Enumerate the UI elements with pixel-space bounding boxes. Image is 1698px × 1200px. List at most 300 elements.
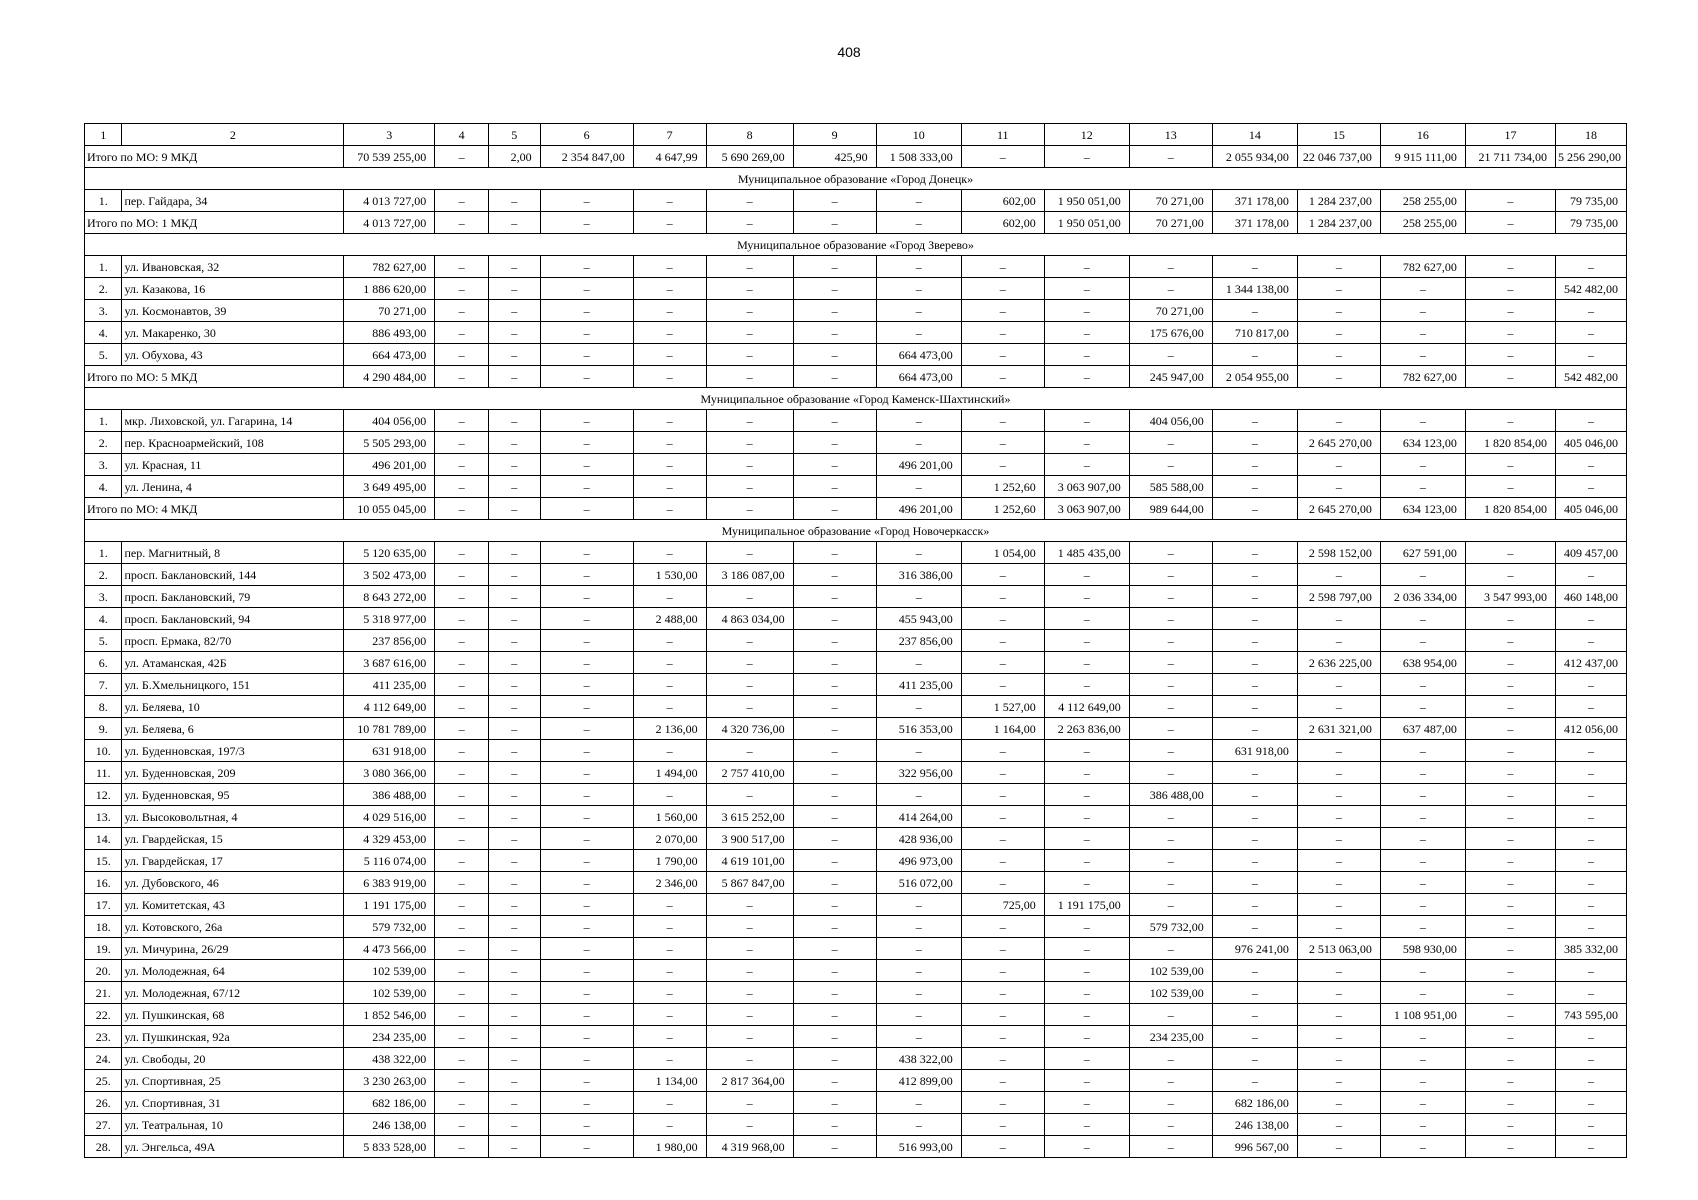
value-cell: –	[706, 498, 793, 520]
value-cell: –	[1380, 410, 1465, 432]
value-cell: –	[633, 322, 706, 344]
table-row	[85, 1004, 1627, 1026]
value-cell: –	[1044, 850, 1129, 872]
value-cell: –	[435, 784, 489, 806]
value-cell: –	[1297, 1070, 1380, 1092]
value-cell: 3 649 495,00	[344, 476, 435, 498]
row-number: 2.	[85, 564, 122, 586]
value-cell: –	[706, 476, 793, 498]
value-cell: –	[706, 960, 793, 982]
value-cell: –	[488, 872, 540, 894]
section-title: Муниципальное образование «Город Зверево»	[85, 234, 1627, 256]
table-row	[85, 938, 1627, 960]
value-cell: –	[488, 1048, 540, 1070]
value-cell: –	[1212, 806, 1297, 828]
table-row	[85, 762, 1627, 784]
value-cell: –	[706, 1114, 793, 1136]
value-cell: 10 781 789,00	[344, 718, 435, 740]
column-header: 16	[1380, 124, 1465, 146]
value-cell: –	[488, 542, 540, 564]
value-cell: –	[1380, 740, 1465, 762]
table-row	[85, 916, 1627, 938]
value-cell: –	[1297, 740, 1380, 762]
table-row	[85, 828, 1627, 850]
value-cell: –	[1465, 652, 1555, 674]
value-cell: –	[540, 432, 633, 454]
value-cell: 1 164,00	[961, 718, 1044, 740]
value-cell: –	[793, 278, 876, 300]
value-cell: –	[1556, 696, 1627, 718]
value-cell: –	[540, 322, 633, 344]
value-cell: –	[1380, 1114, 1465, 1136]
value-cell: –	[633, 212, 706, 234]
value-cell: 102 539,00	[344, 960, 435, 982]
address-cell: ул. Гвардейская, 17	[122, 850, 344, 872]
value-cell: 70 271,00	[1129, 300, 1212, 322]
value-cell: –	[1044, 454, 1129, 476]
value-cell: –	[793, 960, 876, 982]
value-cell: –	[1044, 586, 1129, 608]
value-cell: 5 867 847,00	[706, 872, 793, 894]
value-cell: –	[1297, 476, 1380, 498]
value-cell: –	[1129, 696, 1212, 718]
table-row	[85, 674, 1627, 696]
value-cell: –	[1044, 278, 1129, 300]
value-cell: –	[706, 916, 793, 938]
table-row	[85, 608, 1627, 630]
value-cell: 3 900 517,00	[706, 828, 793, 850]
value-cell: 9 915 111,00	[1380, 146, 1465, 168]
value-cell: –	[1556, 740, 1627, 762]
value-cell: –	[1465, 476, 1555, 498]
row-number: 8.	[85, 696, 122, 718]
row-number: 1.	[85, 410, 122, 432]
value-cell: 4 329 453,00	[344, 828, 435, 850]
address-cell: пер. Красноармейский, 108	[122, 432, 344, 454]
value-cell: –	[540, 586, 633, 608]
value-cell: –	[435, 366, 489, 388]
table-row	[85, 542, 1627, 564]
row-number: 14.	[85, 828, 122, 850]
value-cell: –	[488, 344, 540, 366]
address-cell: просп. Баклановский, 94	[122, 608, 344, 630]
value-cell: –	[793, 938, 876, 960]
value-cell: –	[633, 916, 706, 938]
value-cell: –	[876, 652, 961, 674]
value-cell: –	[1297, 762, 1380, 784]
value-cell: –	[435, 498, 489, 520]
value-cell: –	[540, 454, 633, 476]
value-cell: –	[540, 740, 633, 762]
value-cell: 989 644,00	[1129, 498, 1212, 520]
value-cell: –	[1380, 278, 1465, 300]
value-cell: –	[706, 630, 793, 652]
value-cell: 516 072,00	[876, 872, 961, 894]
value-cell: –	[1129, 1048, 1212, 1070]
value-cell: –	[1129, 828, 1212, 850]
value-cell: –	[793, 498, 876, 520]
value-cell: –	[1465, 806, 1555, 828]
value-cell: –	[488, 366, 540, 388]
value-cell: 996 567,00	[1212, 1136, 1297, 1158]
value-cell: –	[1297, 1004, 1380, 1026]
row-number: 5.	[85, 344, 122, 366]
value-cell: –	[1044, 146, 1129, 168]
value-cell: –	[633, 410, 706, 432]
value-cell: –	[1380, 608, 1465, 630]
value-cell: –	[1556, 300, 1627, 322]
value-cell: 782 627,00	[344, 256, 435, 278]
value-cell: 637 487,00	[1380, 718, 1465, 740]
row-number: 2.	[85, 278, 122, 300]
value-cell: –	[961, 850, 1044, 872]
value-cell: 725,00	[961, 894, 1044, 916]
value-cell: 1 950 051,00	[1044, 212, 1129, 234]
value-cell: –	[1556, 806, 1627, 828]
section-header-row	[85, 520, 1627, 542]
value-cell: –	[1129, 1004, 1212, 1026]
value-cell: –	[706, 740, 793, 762]
header-row	[85, 124, 1627, 146]
value-cell: 1 284 237,00	[1297, 212, 1380, 234]
row-number: 16.	[85, 872, 122, 894]
column-header: 3	[344, 124, 435, 146]
value-cell: –	[793, 1114, 876, 1136]
value-cell: –	[961, 1048, 1044, 1070]
value-cell: 371 178,00	[1212, 212, 1297, 234]
value-cell: –	[876, 740, 961, 762]
value-cell: –	[706, 344, 793, 366]
value-cell: –	[435, 630, 489, 652]
value-cell: –	[1556, 256, 1627, 278]
value-cell: –	[1212, 586, 1297, 608]
value-cell: 585 588,00	[1129, 476, 1212, 498]
value-cell: 743 595,00	[1556, 1004, 1627, 1026]
value-cell: –	[1212, 850, 1297, 872]
value-cell: –	[961, 674, 1044, 696]
value-cell: –	[793, 718, 876, 740]
value-cell: –	[793, 828, 876, 850]
value-cell: –	[435, 542, 489, 564]
value-cell: –	[961, 1114, 1044, 1136]
value-cell: –	[1380, 828, 1465, 850]
value-cell: –	[540, 256, 633, 278]
value-cell: –	[435, 674, 489, 696]
address-cell: ул. Б.Хмельницкого, 151	[122, 674, 344, 696]
value-cell: –	[1044, 1114, 1129, 1136]
value-cell: –	[540, 366, 633, 388]
value-cell: –	[540, 476, 633, 498]
value-cell: –	[1556, 982, 1627, 1004]
value-cell: –	[1297, 344, 1380, 366]
value-cell: –	[1465, 828, 1555, 850]
value-cell: –	[633, 1004, 706, 1026]
value-cell: 602,00	[961, 212, 1044, 234]
value-cell: –	[540, 652, 633, 674]
row-number: 1.	[85, 190, 122, 212]
value-cell: –	[706, 1092, 793, 1114]
value-cell: –	[706, 982, 793, 1004]
value-cell: –	[1297, 960, 1380, 982]
row-number: 27.	[85, 1114, 122, 1136]
table-row	[85, 432, 1627, 454]
value-cell: –	[1380, 674, 1465, 696]
value-cell: –	[1129, 1070, 1212, 1092]
value-cell: –	[435, 894, 489, 916]
value-cell: –	[488, 278, 540, 300]
value-cell: 405 046,00	[1556, 498, 1627, 520]
value-cell: –	[1465, 300, 1555, 322]
value-cell: 411 235,00	[876, 674, 961, 696]
value-cell: –	[435, 850, 489, 872]
section-header-row	[85, 234, 1627, 256]
section-title: Муниципальное образование «Город Новочеркасск»	[85, 520, 1627, 542]
value-cell: –	[793, 212, 876, 234]
value-cell: 710 817,00	[1212, 322, 1297, 344]
value-cell: –	[1380, 872, 1465, 894]
value-cell: –	[1129, 542, 1212, 564]
value-cell: –	[1212, 916, 1297, 938]
value-cell: –	[633, 278, 706, 300]
value-cell: –	[1044, 1026, 1129, 1048]
value-cell: 4 619 101,00	[706, 850, 793, 872]
row-number: 10.	[85, 740, 122, 762]
value-cell: 245 947,00	[1129, 366, 1212, 388]
value-cell: –	[540, 344, 633, 366]
value-cell: –	[1044, 960, 1129, 982]
value-cell: –	[706, 454, 793, 476]
value-cell: –	[488, 608, 540, 630]
value-cell: –	[961, 300, 1044, 322]
value-cell: 516 993,00	[876, 1136, 961, 1158]
value-cell: –	[1044, 300, 1129, 322]
value-cell: –	[488, 586, 540, 608]
row-number: 9.	[85, 718, 122, 740]
table-row	[85, 1092, 1627, 1114]
value-cell: –	[1465, 740, 1555, 762]
value-cell: –	[488, 498, 540, 520]
value-cell: –	[1297, 410, 1380, 432]
value-cell: 4 647,99	[633, 146, 706, 168]
value-cell: –	[1129, 652, 1212, 674]
value-cell: –	[793, 740, 876, 762]
value-cell: 5 505 293,00	[344, 432, 435, 454]
value-cell: –	[961, 410, 1044, 432]
address-cell: ул. Комитетская, 43	[122, 894, 344, 916]
table-row	[85, 564, 1627, 586]
value-cell: –	[706, 652, 793, 674]
value-cell: –	[1044, 762, 1129, 784]
value-cell: 3 615 252,00	[706, 806, 793, 828]
value-cell: –	[876, 586, 961, 608]
value-cell: 516 353,00	[876, 718, 961, 740]
value-cell: –	[1297, 1026, 1380, 1048]
value-cell: –	[1465, 938, 1555, 960]
value-cell: –	[435, 608, 489, 630]
value-cell: –	[1129, 894, 1212, 916]
value-cell: –	[793, 410, 876, 432]
value-cell: –	[961, 366, 1044, 388]
total-row	[85, 146, 1627, 168]
value-cell: –	[1465, 190, 1555, 212]
value-cell: –	[793, 850, 876, 872]
value-cell: –	[1556, 828, 1627, 850]
value-cell: –	[1297, 630, 1380, 652]
table-row	[85, 476, 1627, 498]
value-cell: –	[793, 256, 876, 278]
value-cell: –	[876, 300, 961, 322]
value-cell: –	[540, 916, 633, 938]
value-cell: –	[633, 432, 706, 454]
value-cell: –	[488, 476, 540, 498]
value-cell: –	[1129, 806, 1212, 828]
row-number: 24.	[85, 1048, 122, 1070]
value-cell: 2 054 955,00	[1212, 366, 1297, 388]
value-cell: –	[876, 1092, 961, 1114]
value-cell: –	[1465, 916, 1555, 938]
value-cell: –	[1044, 256, 1129, 278]
value-cell: –	[1556, 784, 1627, 806]
row-number: 21.	[85, 982, 122, 1004]
value-cell: –	[1129, 938, 1212, 960]
table-row	[85, 454, 1627, 476]
value-cell: –	[435, 960, 489, 982]
value-cell: –	[633, 454, 706, 476]
value-cell: –	[793, 542, 876, 564]
value-cell: 4 029 516,00	[344, 806, 435, 828]
value-cell: 2 598 797,00	[1297, 586, 1380, 608]
address-cell: ул. Мичурина, 26/29	[122, 938, 344, 960]
value-cell: –	[961, 146, 1044, 168]
value-cell: –	[540, 674, 633, 696]
row-number: 1.	[85, 542, 122, 564]
value-cell: –	[1129, 454, 1212, 476]
value-cell: –	[1212, 718, 1297, 740]
value-cell: 2 645 270,00	[1297, 432, 1380, 454]
value-cell: 2 598 152,00	[1297, 542, 1380, 564]
value-cell: –	[540, 1114, 633, 1136]
value-cell: –	[1212, 1026, 1297, 1048]
column-header: 4	[435, 124, 489, 146]
value-cell: –	[1212, 300, 1297, 322]
value-cell: –	[1465, 762, 1555, 784]
value-cell: –	[706, 1026, 793, 1048]
value-cell: –	[633, 256, 706, 278]
address-cell: ул. Энгельса, 49А	[122, 1136, 344, 1158]
row-number: 6.	[85, 652, 122, 674]
table-row	[85, 300, 1627, 322]
value-cell: –	[1297, 300, 1380, 322]
total-label: Итого по МО: 4 МКД	[85, 498, 344, 520]
value-cell: 2 513 063,00	[1297, 938, 1380, 960]
value-cell: 4 473 566,00	[344, 938, 435, 960]
row-number: 20.	[85, 960, 122, 982]
value-cell: 1 252,60	[961, 476, 1044, 498]
value-cell: –	[488, 740, 540, 762]
value-cell: –	[1044, 806, 1129, 828]
value-cell: –	[1212, 652, 1297, 674]
value-cell: –	[633, 938, 706, 960]
value-cell: 79 735,00	[1556, 212, 1627, 234]
value-cell: –	[1380, 894, 1465, 916]
column-header: 11	[961, 124, 1044, 146]
value-cell: –	[633, 674, 706, 696]
value-cell: 631 918,00	[344, 740, 435, 762]
value-cell: –	[1556, 960, 1627, 982]
value-cell: 412 899,00	[876, 1070, 961, 1092]
value-cell: 5 256 290,00	[1556, 146, 1627, 168]
value-cell: 1 886 620,00	[344, 278, 435, 300]
value-cell: –	[1556, 454, 1627, 476]
value-cell: 1 980,00	[633, 1136, 706, 1158]
value-cell: 634 123,00	[1380, 432, 1465, 454]
value-cell: –	[1556, 1048, 1627, 1070]
value-cell: –	[435, 652, 489, 674]
value-cell: –	[1129, 146, 1212, 168]
value-cell: –	[1297, 1136, 1380, 1158]
value-cell: –	[1129, 630, 1212, 652]
value-cell: 386 488,00	[1129, 784, 1212, 806]
value-cell: –	[435, 1114, 489, 1136]
value-cell: 246 138,00	[344, 1114, 435, 1136]
row-number: 4.	[85, 476, 122, 498]
value-cell: –	[1297, 982, 1380, 1004]
value-cell: 1 852 546,00	[344, 1004, 435, 1026]
value-cell: –	[1297, 608, 1380, 630]
value-cell: –	[488, 696, 540, 718]
value-cell: –	[1556, 916, 1627, 938]
value-cell: 496 201,00	[344, 454, 435, 476]
value-cell: –	[1212, 542, 1297, 564]
value-cell: –	[1465, 1136, 1555, 1158]
table-row	[85, 1048, 1627, 1070]
value-cell: –	[793, 982, 876, 1004]
value-cell: –	[1465, 1048, 1555, 1070]
value-cell: –	[488, 806, 540, 828]
value-cell: –	[1044, 674, 1129, 696]
value-cell: 2 757 410,00	[706, 762, 793, 784]
value-cell: –	[1465, 894, 1555, 916]
value-cell: –	[1129, 1136, 1212, 1158]
value-cell: –	[1212, 1070, 1297, 1092]
value-cell: –	[488, 1004, 540, 1026]
value-cell: –	[1465, 212, 1555, 234]
row-number: 19.	[85, 938, 122, 960]
column-header: 1	[85, 124, 122, 146]
value-cell: –	[540, 1004, 633, 1026]
address-cell: ул. Театральная, 10	[122, 1114, 344, 1136]
value-cell: –	[488, 960, 540, 982]
table-row	[85, 256, 1627, 278]
column-header: 18	[1556, 124, 1627, 146]
value-cell: –	[1465, 256, 1555, 278]
value-cell: –	[793, 674, 876, 696]
value-cell: –	[1044, 1070, 1129, 1092]
value-cell: –	[1129, 850, 1212, 872]
value-cell: –	[961, 960, 1044, 982]
value-cell: –	[633, 190, 706, 212]
column-header: 6	[540, 124, 633, 146]
value-cell: –	[961, 256, 1044, 278]
total-row	[85, 366, 1627, 388]
value-cell: –	[961, 586, 1044, 608]
value-cell: 2 036 334,00	[1380, 586, 1465, 608]
value-cell: –	[488, 454, 540, 476]
value-cell: –	[876, 916, 961, 938]
value-cell: 234 235,00	[1129, 1026, 1212, 1048]
value-cell: –	[793, 652, 876, 674]
value-cell: –	[706, 586, 793, 608]
